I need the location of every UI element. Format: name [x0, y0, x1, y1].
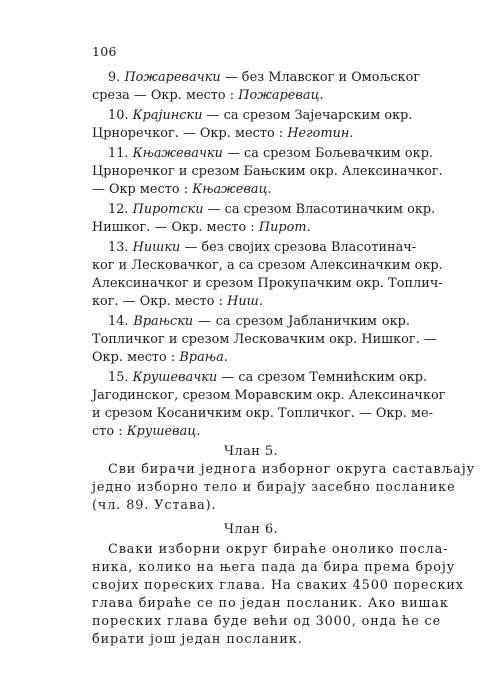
item-text: Окр. место :	[92, 350, 176, 365]
item-11-line-2: Црноречког и срезом Бањским окр. Алексиначког.	[92, 164, 443, 179]
item-10-line-1	[108, 108, 413, 124]
district-name: Књажевачки	[132, 146, 223, 161]
district-name: Врањски	[133, 314, 194, 329]
item-13-line-4	[92, 294, 410, 310]
article-6-line-4: глава бираће се по један посланик. Ако вишак	[92, 596, 449, 611]
item-15-line-4	[92, 424, 410, 440]
district-name: Крушевачки	[132, 370, 218, 385]
item-number: 9.	[108, 70, 121, 85]
article-5-heading: Члан 5.	[223, 444, 279, 459]
item-9-line-2	[92, 88, 410, 104]
item-10-line-2	[92, 126, 410, 142]
article-6-heading: Члан 6.	[223, 522, 279, 537]
district-seat: Врања.	[179, 350, 228, 365]
item-text: — са срезом Јабланичким окр.	[198, 314, 410, 329]
district-seat: Неготин.	[287, 126, 354, 141]
item-14-line-3	[92, 350, 410, 366]
district-seat: Пирот.	[258, 220, 311, 235]
item-text: — са срезом Бољевачким окр.	[227, 146, 434, 161]
item-number: 13.	[108, 240, 129, 255]
item-14-line-2: Топличког и срезом Лесковачким окр. Нишког. —	[92, 332, 437, 347]
district-seat: Ниш.	[227, 294, 263, 309]
item-11-line-3	[92, 182, 410, 198]
article-5-line-2: једно изборно тело и бирају засебно посланике	[92, 480, 456, 495]
district-name: Пожаревачки	[124, 70, 221, 85]
item-text: сто :	[92, 424, 123, 439]
item-number: 12.	[108, 202, 129, 217]
item-15-line-3: и срезом Косаничким окр. Топличког. — Окр. ме-	[92, 406, 433, 421]
item-number: 14.	[108, 314, 129, 329]
item-text: — Окр место :	[92, 182, 189, 197]
article-5-line-1: Сви бирачи једнога изборног округа састављају	[108, 462, 475, 477]
item-number: 15.	[108, 370, 129, 385]
article-6-line-3: својих пореских глава. На сваких 4500 пореских	[92, 578, 464, 593]
item-text: — са срезом Зајечарским окр.	[206, 108, 413, 123]
item-text: среза — Окр. место :	[92, 88, 235, 103]
item-13-line-2: ког и Лесковачког, а са срезом Алексиначким окр.	[92, 258, 443, 273]
item-11-line-1	[108, 146, 434, 162]
district-seat: Пожаревац.	[238, 88, 324, 103]
item-text: — без својих срезова Власотинач-	[184, 240, 417, 255]
district-name: Крајински	[132, 108, 203, 123]
district-name: Нишки	[132, 240, 181, 255]
district-name: Пиротски	[132, 202, 204, 217]
district-seat: Књажевац.	[192, 182, 272, 197]
item-12-line-2	[92, 220, 410, 236]
page-number: 106	[92, 44, 117, 59]
item-number: 10.	[108, 108, 129, 123]
district-seat: Крушевац.	[126, 424, 201, 439]
item-12-line-1	[108, 202, 436, 218]
item-text: Црноречког. — Окр. место :	[92, 126, 284, 141]
item-text: — са срезом Власотиначким окр.	[207, 202, 436, 217]
article-6-line-2: ника, колико на њега пада да бира према броју	[92, 560, 456, 575]
item-text: — са срезом Темнићским окр.	[221, 370, 428, 385]
item-14-line-1	[108, 314, 410, 330]
article-6-line-6: бирати још један посланик.	[92, 632, 303, 647]
item-15-line-2: Јагодинског, срезом Моравским окр. Алексиначког	[92, 388, 446, 403]
article-5-line-3: (чл. 89. Устава).	[92, 498, 217, 513]
article-6-line-1: Сваки изборни округ бираће онолико посла-	[108, 542, 449, 557]
item-13-line-3: Алексиначког и срезом Прокупачким окр. Топлич-	[92, 276, 443, 291]
item-text: — без Млавског и Омољског	[224, 70, 421, 85]
article-6-line-5: пореских глава буде већи од 3000, онда ће се	[92, 614, 442, 629]
item-13-line-1	[108, 240, 417, 256]
item-text: ког. — Окр. место :	[92, 294, 224, 309]
item-9-line-1	[108, 70, 421, 86]
item-15-line-1	[108, 370, 428, 386]
item-text: Нишког. — Окр. место :	[92, 220, 255, 235]
item-number: 11.	[108, 146, 129, 161]
